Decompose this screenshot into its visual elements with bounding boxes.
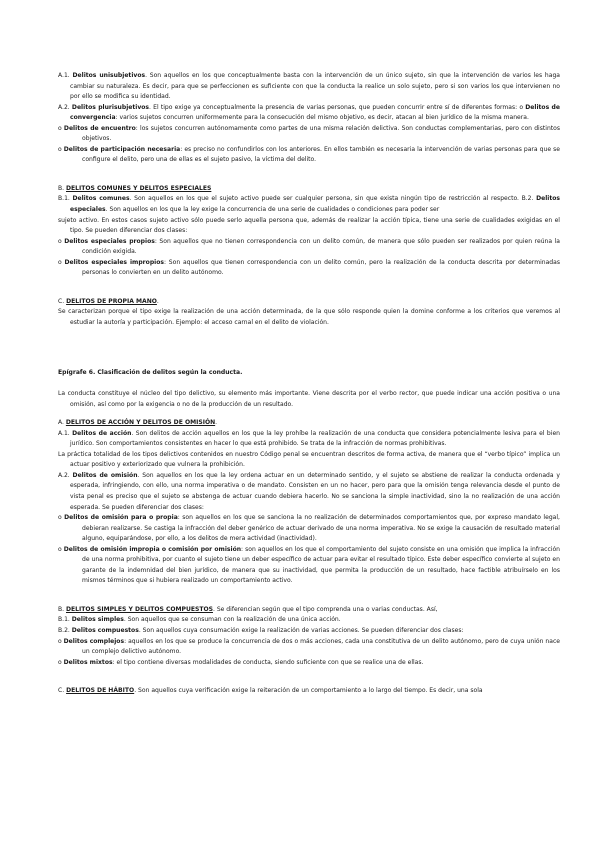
definition-text: . Son delitos de acción aquellos en los que la ley prohíbe la realización de una conducta que considera potencialmente lesiva para el bien jurídico. Son comportamientos consistentes en hacer lo que está prohibido. Se trata de la infracción de normas prohibitivas. [70, 429, 560, 448]
item-label: A.2. [58, 103, 70, 111]
term-delitos-convergencia: Delitos de convergencia [70, 103, 560, 122]
bullet-marker: o [58, 658, 62, 666]
definition-text: . Son aquellos que se consuman con la realización de una única acción. [123, 616, 341, 624]
heading-prefix: C. [58, 297, 67, 305]
heading-comunes-especiales [58, 184, 560, 195]
term-participacion-necesaria: Delitos de participación necesaria [63, 145, 181, 153]
term-delitos-comunes: Delitos comunes [72, 195, 130, 203]
item-label: A.1. [58, 429, 70, 437]
paragraph-delitos-simples [58, 615, 560, 626]
term-delitos-simples: Delitos simples [71, 616, 124, 624]
definition-text: : son aquellos en los que el comportamiento del sujeto consiste en una omisión que implica la infracción de una norma prohibitiva, por cuanto el sujeto tiene un deber específico de actuar para evitar el resultado típico. Este deber específico convierte al sujeto en garante de la indemnidad del bien jurídico, de manera que su inactividad, que permita la producción de un resultado, hace factible atribuírselo en los mismos términos que si hubiera realizado un comportamiento activo. [82, 545, 560, 585]
term-delitos-plurisubjetivos: Delitos plurisubjetivos [71, 103, 150, 111]
definition-text: : varios sujetos concurren uniformemente para la consecución del mismo objetivo, es decir, atacan al bien jurídico de la misma manera. [115, 114, 529, 122]
paragraph-delitos-comunes [58, 194, 560, 215]
heading-simples-compuestos [58, 605, 560, 616]
bullet-especiales-impropios [58, 258, 560, 279]
bullet-delitos-encuentro [58, 124, 560, 145]
bullet-marker: o [58, 124, 62, 132]
definition-text: . Son aquellos en los que la ley ordena actuar en un determinado sentido, y el sujeto se abstiene de realizar la conducta ordenada y esperada, infringiendo, con ello, una norma imperativa o de mandato. Consisten en un no hacer, pero para que la omisión tenga relevancia desde el punto de vista penal es preciso que el sujeto se abstenga de actuar cuando debiera hacerlo. No se sanciona la simple inactividad, sino la no realización de una acción esperada. Se pueden diferenciar dos clases: [70, 471, 560, 511]
term-delitos-complejos: Delitos complejos [63, 637, 125, 645]
definition-text: : Son aquellos que no tienen correspondencia con un delito común, de manera que sólo pueden ser realizados por quien reúna la condición exigida. [82, 237, 560, 256]
heading-title: DELITOS SIMPLES Y DELITOS COMPUESTOS [66, 605, 213, 613]
term-delitos-accion: Delitos de acción [72, 429, 132, 437]
definition-text: . Son aquellos en los que el sujeto activo puede ser cualquier persona, sin que exista ningún tipo de restricción al respecto. B.2. [129, 195, 537, 203]
term-delitos-unisubjetivos: Delitos unisubjetivos [72, 72, 146, 79]
heading-title: DELITOS DE PROPIA MANO [66, 297, 157, 305]
paragraph-practica-totalidad: La práctica totalidad de los tipos delictivos contenidos en nuestro Código penal se encuentran descritos de forma activa, de manera que el “verbo típico” implica un actuar positivo y exteriorizado que vulnera la prohibición. [58, 450, 560, 469]
term-delitos-encuentro: Delitos de encuentro [63, 124, 136, 132]
paragraph-unisubjetivos [58, 71, 560, 103]
heading-accion-omision [58, 418, 560, 429]
bullet-marker: o [58, 545, 62, 553]
heading-suffix: . [156, 297, 159, 305]
heading-text: . Se diferencian según que el tipo comprenda una o varias conductas. Así, [212, 605, 438, 613]
definition-text: . Son aquellos cuya verificación exige la reiteración de un comportamiento a lo largo del tiempo. Es decir, una sola [134, 687, 483, 695]
bullet-delitos-complejos [58, 637, 560, 658]
bullet-marker: o [58, 237, 62, 245]
term-delitos-compuestos: Delitos compuestos [71, 626, 139, 634]
term-especiales-propios: Delitos especiales propios [64, 237, 155, 245]
term-delitos-especiales: Delitos especiales [70, 195, 560, 214]
bullet-omision-impropia [58, 545, 560, 587]
heading-prefix: B. [58, 605, 66, 613]
item-label: A.2. [58, 471, 70, 479]
heading-title: DELITOS DE HÁBITO [66, 687, 135, 695]
heading-title: DELITOS DE ACCIÓN Y DELITOS DE OMISIÓN [65, 419, 216, 427]
paragraph-intro-conducta: La conducta constituye el núcleo del tipo delictivo, su elemento más importante. Viene descrita por el verbo rector, que puede indicar una acción positiva o una omisión, así como por la exigencia o no de la producción de un resultado. [58, 390, 560, 408]
paragraph-delitos-compuestos [58, 626, 560, 637]
bullet-especiales-propios [58, 237, 560, 258]
paragraph-propia-mano: Se caracterizan porque el tipo exige la realización de una acción determinada, de la que sólo responde quien la domine conforme a los criterios que veremos al estudiar la autoría y participación. Ejemplo: el acceso carnal en el delito de violación. [58, 308, 560, 326]
paragraph-plurisubjetivos [58, 103, 560, 124]
definition-text: : son aquellos en los que se sanciona la no realización de determinados comportamientos que, por expreso mandato legal, debieran realizarse. Se castiga la infracción del deber genérico de actuar derivado de una norma imperativa. No se exige la causación de resultado material alguno, equiparándose, por ello, a los delitos de mera actividad (inactividad). [82, 514, 560, 543]
definition-text: . Son aquellos en los que conceptualmente basta con la intervención de un único sujeto, sin que la intervención de varios les haga cambiar su naturaleza. Es decir, para que se perfeccionen es suficiente con que la conducta la realice un solo sujeto, pero si son varios los que intervienen no por ello se modifica su identidad. [70, 72, 560, 101]
paragraph-delitos-accion [58, 429, 560, 450]
item-label: B.2. [58, 626, 70, 634]
bullet-marker: o [58, 145, 62, 153]
definition-text: : Son aquellos que tienen correspondencia con un delito común, pero la realización de la conducta descrita por determinadas personas lo convierten en un delito autónomo. [82, 258, 560, 277]
term-delitos-mixtos: Delitos mixtos [63, 658, 113, 666]
bullet-delitos-mixtos [58, 658, 560, 669]
heading-prefix: B. [58, 184, 66, 192]
heading-suffix: . [215, 419, 218, 427]
bullet-marker: o [58, 514, 62, 522]
bullet-participacion-necesaria [58, 145, 560, 166]
definition-text: . Son aquellos cuya consumación exige la realización de varias acciones. Se pueden diferenciar dos clases: [138, 626, 464, 634]
paragraph-delitos-omision [58, 471, 560, 513]
term-omision-impropia: Delitos de omisión impropia o comisión por omisión [63, 545, 242, 553]
definition-text: : es preciso no confundirlos con los anteriores. En ellos también es necesaria la intervención de varias personas para que se configure el delito, pero una de ellas es el sujeto pasivo, la víctima del delito. [82, 145, 560, 164]
term-delitos-omision: Delitos de omisión [72, 471, 138, 479]
bullet-omision-propia [58, 513, 560, 545]
heading-prefix: C. [58, 687, 67, 695]
heading-title: DELITOS COMUNES Y DELITOS ESPECIALES [66, 184, 212, 192]
definition-text: . El tipo exige ya conceptualmente la presencia de varias personas, que pueden concurrir entre sí de diferentes formas: o [149, 103, 526, 111]
heading-propia-mano [58, 297, 560, 308]
heading-prefix: A. [58, 419, 66, 427]
definition-text: : los sujetos concurren autónomamente como partes de una misma relación delictiva. Son conductas complementarias, pero con distintos objetivos. [82, 124, 560, 143]
definition-text: . Son aquellos en los que la ley exige la concurrencia de una serie de cualidades o condiciones para poder ser [105, 206, 440, 214]
epigrafe-title: Epígrafe 6. Clasificación de delitos según la conducta. [58, 369, 243, 377]
paragraph-delitos-habito [58, 686, 560, 697]
term-especiales-impropios: Delitos especiales impropios [64, 258, 164, 266]
item-label: B.1. [58, 616, 70, 624]
item-label: A.1. [58, 72, 70, 79]
definition-text: : aquellos en los que se produce la concurrencia de dos o más acciones, cada una constitutiva de un delito autónomo, pero de cuya unión nace un complejo delictivo autónomo. [82, 637, 560, 656]
definition-text: : el tipo contiene diversas modalidades de conducta, siendo suficiente con que se realice una de ellas. [112, 658, 424, 666]
paragraph-sujeto-activo: sujeto activo. En estos casos sujeto activo sólo puede serlo aquella persona que, además de realizar la acción típica, tiene una serie de cualidades exigidas en el tipo. Se pueden diferenciar dos clases: [58, 216, 560, 235]
term-omision-propia: Delitos de omisión para o propia [64, 514, 178, 522]
bullet-marker: o [58, 258, 62, 266]
bullet-marker: o [58, 637, 62, 645]
item-label: B.1. [58, 195, 70, 203]
document-body [58, 71, 560, 697]
